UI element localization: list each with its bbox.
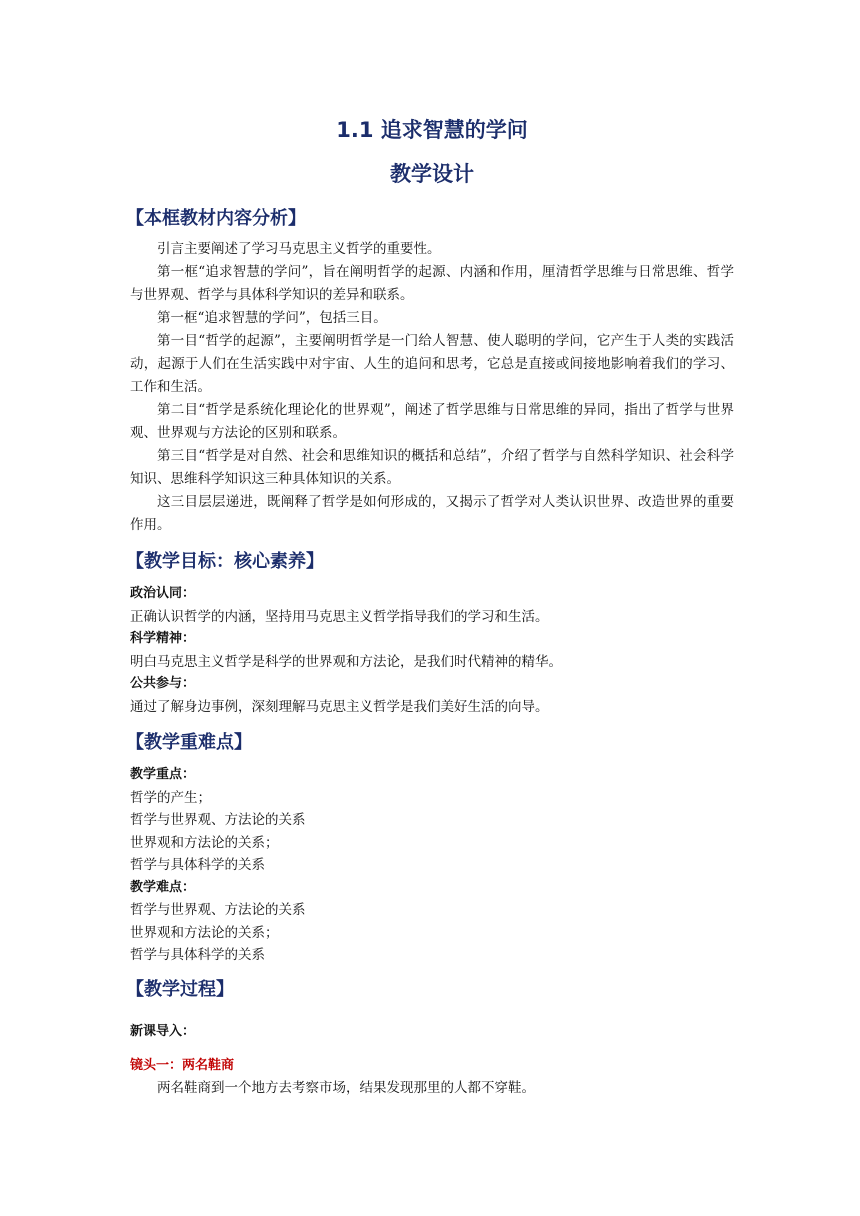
document-content (126, 112, 734, 1100)
focus-item: 世界观和方法论的关系； (130, 834, 279, 851)
analysis-paragraph: 引言主要阐述了学习马克思主义哲学的重要性。 (157, 241, 441, 257)
goal-label: 科学精神： (130, 631, 196, 646)
goal-text: 明白马克思主义哲学是科学的世界观和方法论，是我们时代精神的精华。 (130, 653, 562, 670)
analysis-paragraph: 第三目“哲学是对自然、社会和思维知识的概括和总结”，介绍了哲学与自然科学知识、社会科学知识、思维科学知识这三种具体知识的关系。 (130, 448, 734, 487)
section-heading-goals: 【教学目标：核心素养】 (126, 551, 324, 572)
scene-label: 镜头一：两名鞋商 (130, 1058, 235, 1073)
focus-item: 哲学与世界观、方法论的关系 (130, 812, 306, 828)
goal-label: 政治认同： (130, 586, 196, 601)
goal-label: 公共参与： (130, 676, 196, 691)
difficulty-item: 世界观和方法论的关系； (130, 924, 279, 941)
analysis-body (130, 238, 734, 537)
focus-item: 哲学的产生； (130, 789, 211, 806)
document-subtitle: 教学设计 (390, 162, 474, 186)
section-heading-key-points: 【教学重难点】 (126, 732, 252, 753)
focus-item: 哲学与具体科学的关系 (130, 857, 265, 873)
focus-label: 教学重点： (130, 767, 196, 782)
difficulty-item: 哲学与世界观、方法论的关系 (130, 902, 306, 918)
difficulty-item: 哲学与具体科学的关系 (130, 947, 265, 963)
key-points-body (130, 764, 734, 967)
goal-text: 通过了解身边事例，深刻理解马克思主义哲学是我们美好生活的向导。 (130, 698, 549, 715)
analysis-paragraph: 第二目“哲学是系统化理论化的世界观”，阐述了哲学思维与日常思维的异同，指出了哲学与世界观、世界观与方法论的区别和联系。 (130, 402, 734, 441)
analysis-paragraph: 第一框“追求智慧的学问”，包括三目。 (157, 310, 387, 326)
scene-text: 两名鞋商到一个地方去考察市场，结果发现那里的人都不穿鞋。 (157, 1080, 535, 1096)
analysis-paragraph: 第一框“追求智慧的学问”，旨在阐明哲学的起源、内涵和作用，厘清哲学思维与日常思维、哲学与世界观、哲学与具体科学知识的差异和联系。 (130, 264, 734, 303)
goal-text: 正确认识哲学的内涵，坚持用马克思主义哲学指导我们的学习和生活。 (130, 608, 549, 625)
analysis-paragraph: 这三目层层递进，既阐释了哲学是如何形成的，又揭示了哲学对人类认识世界、改造世界的重要作用。 (130, 494, 734, 533)
analysis-paragraph: 第一目“哲学的起源”，主要阐明哲学是一门给人智慧、使人聪明的学问，它产生于人类的实践活动，起源于人们在生活实践中对宇宙、人生的追问和思考，它总是直接或间接地影响着我们的学习、工作和生活。 (130, 333, 734, 395)
difficulty-label: 教学难点： (130, 879, 196, 895)
goals-body (130, 583, 734, 718)
intro-label: 新课导入： (130, 1023, 196, 1039)
section-heading-process: 【教学过程】 (126, 978, 234, 1000)
document-title: 1.1 追求智慧的学问 (336, 118, 528, 142)
section-heading-analysis: 【本框教材内容分析】 (126, 208, 306, 229)
